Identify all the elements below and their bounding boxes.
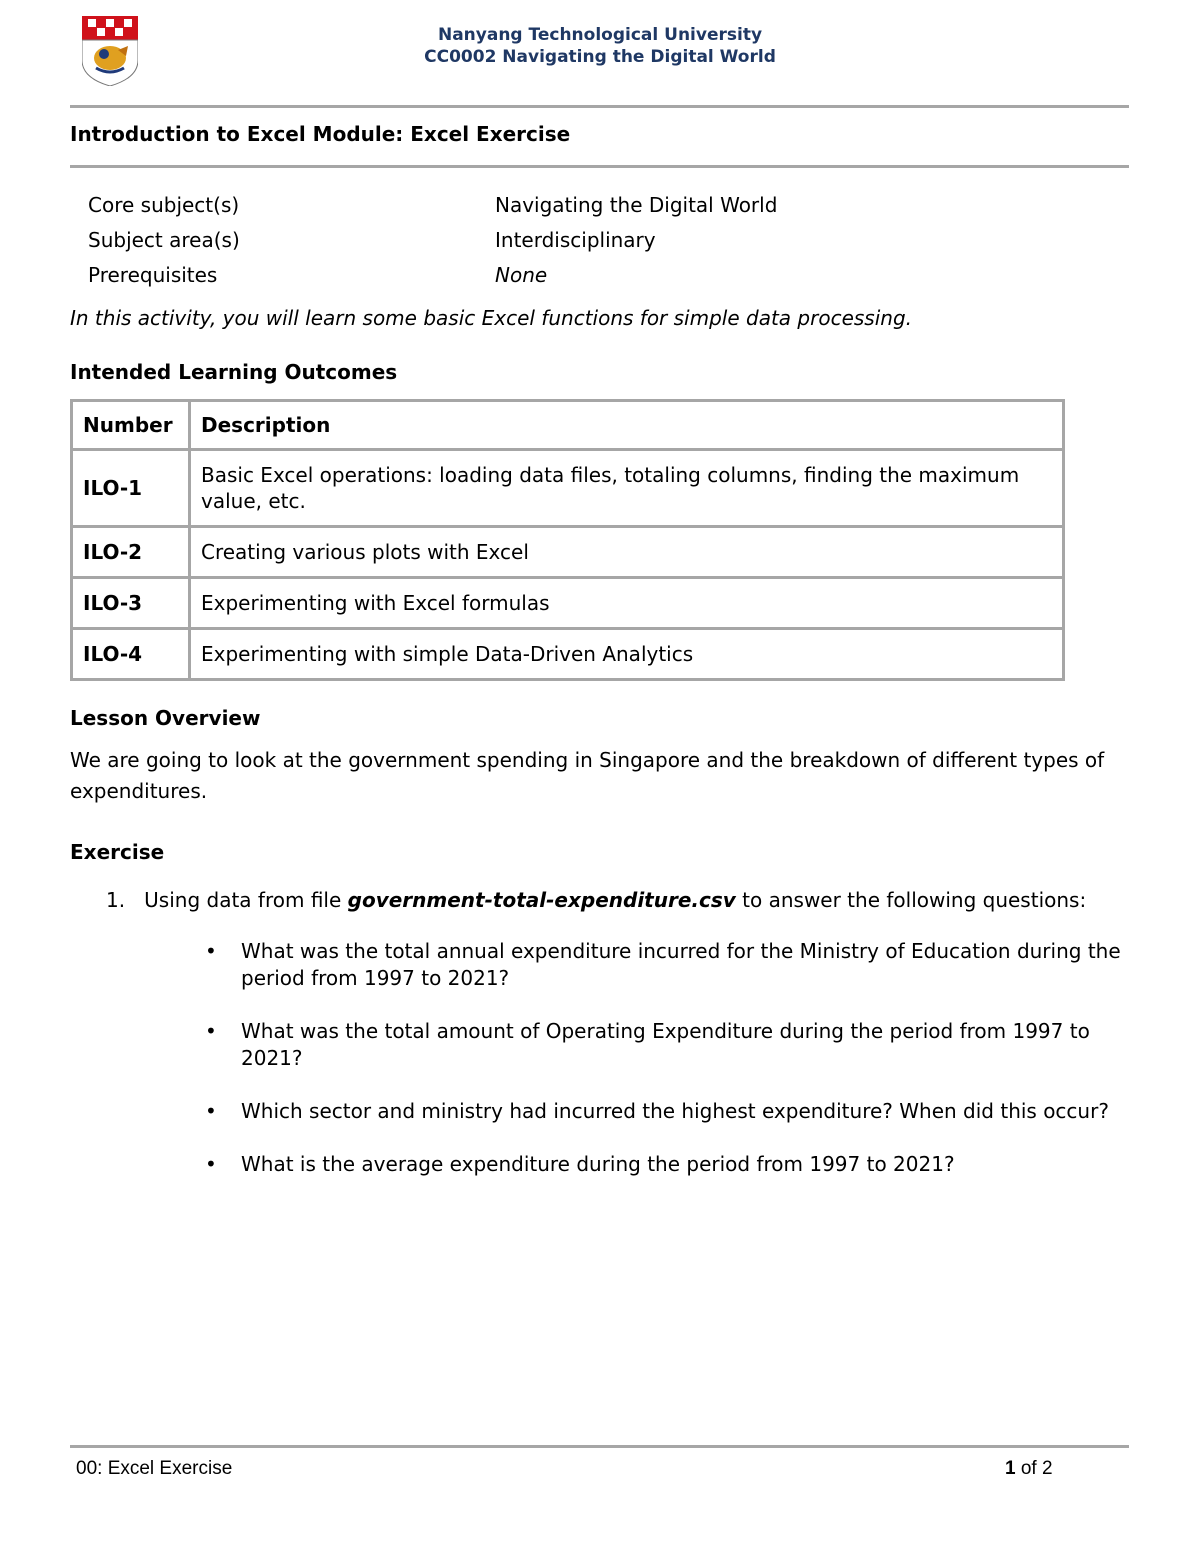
meta-value: None xyxy=(495,263,548,287)
meta-value: Interdisciplinary xyxy=(495,228,656,252)
ilo-description: Creating various plots with Excel xyxy=(190,527,1064,578)
data-file-name: government-total-expenditure.csv xyxy=(347,888,736,912)
question-text: What was the total annual expenditure incurred for the Ministry of Education during the period from 1997 to 2021? xyxy=(241,939,1121,990)
overview-heading: Lesson Overview xyxy=(70,706,261,730)
overview-text: We are going to look at the government spending in Singapore and the breakdown of different types of expenditures. xyxy=(70,748,1105,803)
table-row xyxy=(72,578,1064,629)
course-name: CC0002 Navigating the Digital World xyxy=(424,47,776,67)
ilo-number: ILO-1 xyxy=(72,450,190,527)
document-title: Introduction to Excel Module: Excel Exercise xyxy=(70,122,571,146)
ilo-number: ILO-4 xyxy=(72,629,190,680)
bullet-icon: • xyxy=(205,1099,217,1123)
bullet-icon: • xyxy=(205,1019,217,1043)
item-prefix: Using data from file xyxy=(144,888,348,912)
page-total: of 2 xyxy=(1015,1458,1053,1479)
ilo-number: ILO-2 xyxy=(72,527,190,578)
footer-document-name: 00: Excel Exercise xyxy=(76,1458,233,1479)
meta-row-subject-area xyxy=(88,223,777,258)
title-divider xyxy=(70,165,1129,168)
bullet-icon: • xyxy=(205,939,217,963)
ilo-number: ILO-3 xyxy=(72,578,190,629)
meta-value: Navigating the Digital World xyxy=(495,193,778,217)
footer-divider xyxy=(70,1445,1129,1448)
ntu-crest-logo xyxy=(82,16,138,86)
table-row xyxy=(72,450,1064,527)
bullet-icon: • xyxy=(205,1152,217,1176)
list-item xyxy=(205,938,1145,992)
item-number: 1. xyxy=(106,888,126,912)
university-name: Nanyang Technological University xyxy=(437,25,763,45)
exercise-item xyxy=(106,888,1086,912)
table-header-row xyxy=(72,401,1064,450)
question-text: Which sector and ministry had incurred the highest expenditure? When did this occur? xyxy=(241,1099,1109,1123)
question-list xyxy=(205,938,1145,1204)
ilo-table xyxy=(70,399,1065,681)
meta-row-prerequisites xyxy=(88,258,777,293)
meta-row-core-subject xyxy=(88,188,777,223)
footer-page-number xyxy=(1005,1458,1053,1480)
exercise-heading: Exercise xyxy=(70,840,165,864)
list-item xyxy=(205,1018,1145,1072)
ilo-description: Experimenting with Excel formulas xyxy=(190,578,1064,629)
question-text: What was the total amount of Operating Expenditure during the period from 1997 to 2021? xyxy=(241,1019,1090,1070)
intro-text: In this activity, you will learn some basic Excel functions for simple data processing. xyxy=(70,306,912,330)
item-suffix: to answer the following questions: xyxy=(735,888,1087,912)
header-divider xyxy=(70,105,1129,108)
table-row xyxy=(72,527,1064,578)
meta-label: Core subject(s) xyxy=(88,193,240,217)
meta-label: Prerequisites xyxy=(88,263,218,287)
ilo-description: Basic Excel operations: loading data files, totaling columns, finding the maximum value, etc. xyxy=(190,450,1064,527)
list-item xyxy=(205,1151,1145,1178)
meta-label: Subject area(s) xyxy=(88,228,240,252)
ilo-description: Experimenting with simple Data-Driven Analytics xyxy=(190,629,1064,680)
list-item xyxy=(205,1098,1145,1125)
column-header-number: Number xyxy=(72,401,190,450)
document-header xyxy=(300,24,900,68)
subject-meta xyxy=(88,188,777,293)
column-header-description: Description xyxy=(190,401,1064,450)
ilo-heading: Intended Learning Outcomes xyxy=(70,360,398,384)
current-page: 1 xyxy=(1005,1458,1016,1479)
table-row xyxy=(72,629,1064,680)
question-text: What is the average expenditure during the period from 1997 to 2021? xyxy=(241,1152,955,1176)
